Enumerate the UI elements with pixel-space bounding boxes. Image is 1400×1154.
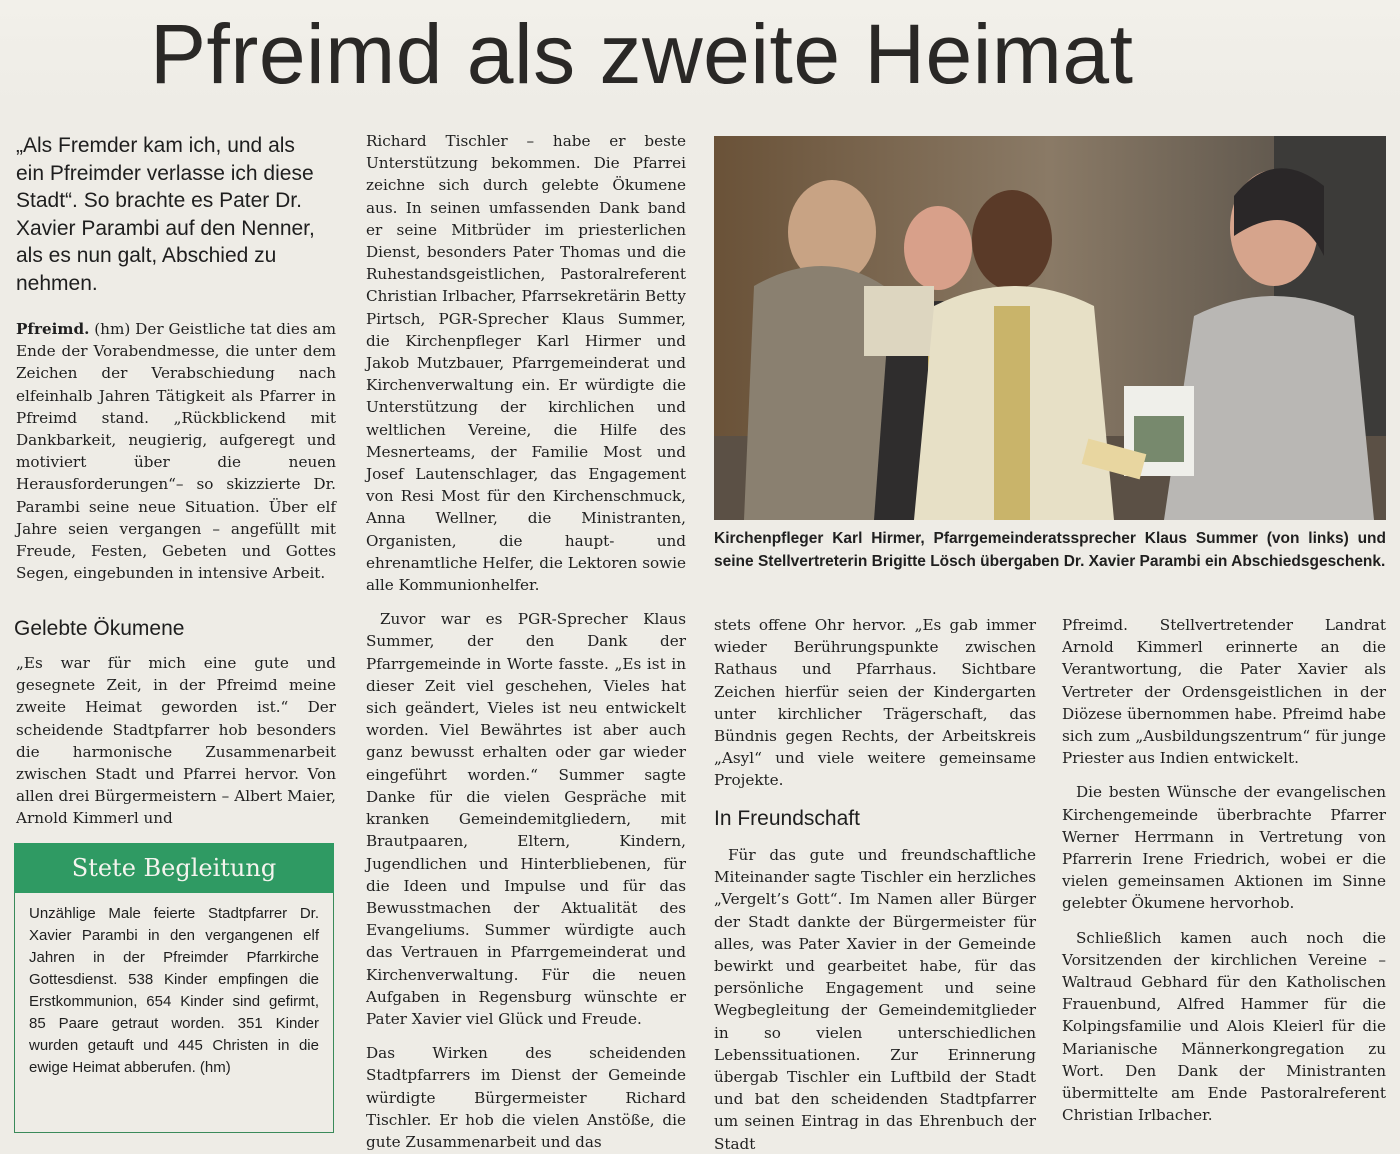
subhead-in-freundschaft: In Freundschaft (714, 807, 860, 830)
col1-paragraph-1 (16, 318, 336, 584)
column-1-continued (16, 652, 336, 830)
column-2 (366, 130, 686, 1153)
info-box-title: Stete Begleitung (14, 843, 334, 893)
col3-paragraph-2: Für das gute und freundschaftliche Miteinander sagte Tischler ein herzliches „Vergelt’s Gott“. Im Namen aller Bürger der Stadt dankte der Bürgermeister für alles, was Pater Xavier in der Gemeinde bewirkt und gearbeitet habe, für das persönliche Engagement und seine Wegbegleitung der Gemeindemitglieder in so vielen unterschiedlichen Lebenssituationen. Zur Erinnerung übergab Tischler ein Luftbild der Stadt und bat den scheidenden Stadtpfarrer um seinen Eintrag in das Ehrenbuch der Stadt (714, 846, 1036, 1153)
photo-illustration (714, 136, 1386, 520)
column-4 (1062, 614, 1386, 1126)
col3-paragraph-1: stets offene Ohr hervor. „Es gab immer wieder Berührungspunkte zwischen Rathaus und Pfarrhaus. Sichtbare Zeichen hierfür seien der Kindergarten unter kirchlicher Trägerschaft, das Bündnis gegen Rechts, der Arbeitskreis „Asyl“ und viele weitere gemeinsame Projekte. (714, 616, 1036, 790)
col4-paragraph-3: Schließlich kamen auch noch die Vorsitzenden der kirchlichen Vereine – Waltraud Gebhard für den Katholischen Frauenbund, Alfred Hammer für die Kolpingsfamilie und Alois Kleierl für die Marianische Männerkongregation zu Wort. Den Dank der Ministranten übermittelte am Ende Pastoralreferent Christian Irlbacher. (1062, 928, 1386, 1125)
col1-p1-text: (hm) Der Geistliche tat dies am Ende der Vorabendmesse, die unter dem Zeichen der Verabschiedung nach elfeinhalb Jahren Tätigkeit als Pfarrer in Pfreimd stand. „Rückblickend mit Dankbarkeit, neugierig, aufgeregt und motiviert über die neuen Herausforderungen“– so skizzierte Dr. Parambi seine neue Situation. Über elf Jahre seien vergangen – angefüllt mit Freude, Festen, Gebeten und Gottes Segen, eingebunden in intensive Arbeit. (16, 320, 336, 583)
col2-paragraph-1: Richard Tischler – habe er beste Unterstützung bekommen. Die Pfarrei zeichne sich durch gelebte Ökumene aus. In seinen umfassenden Dank band er seine Mitbrüder im priesterlichen Dienst, besonders Pater Thomas und die Ruhestandsgeistlichen, Pastoralreferent Christian Irlbacher, Pfarrsekretärin Betty Pirtsch, PGR-Sprecher Klaus Summer, die Kirchenpfleger Karl Hirmer und Jakob Mutzbauer, Pfarrgemeinderat und Kirchenverwaltung ein. Er würdigte die Unterstützung der kirchlichen und weltlichen Vereine, die Hilfe des Mesnerteams, der Familie Most und Josef Lautenschlager, das Engagement von Resi Most für den Kirchenschmuck, Anna Wellner, die Ministranten, Organisten, die haupt- und ehrenamtliche Helfer, die Lektoren sowie alle Kommunionhelfer. (366, 132, 686, 595)
col4-paragraph-2: Die besten Wünsche der evangelischen Kirchengemeinde überbrachte Pfarrer Werner Herrmann in Vertretung von Pfarrerin Irene Friedrich, wobei er die vielen gemeinsamen Aktionen im Sinne gelebter Ökumene hervorhob. (1062, 783, 1386, 913)
column-1 (16, 318, 336, 584)
column-3 (714, 614, 1036, 792)
info-box (14, 893, 334, 1133)
dateline: Pfreimd. (16, 320, 90, 338)
col4-paragraph-1: Pfreimd. Stellvertretender Landrat Arnold Kimmerl erinnerte an die Verantwortung, die Pater Xavier als Vertreter der Ordensgeistlichen in der Diözese übernommen habe. Pfreimd habe sich zum „Ausbildungszentrum“ für junge Priester aus Indien entwickelt. (1062, 616, 1386, 768)
column-3-continued (714, 844, 1036, 1154)
col1-paragraph-2: „Es war für mich eine gute und gesegnete Zeit, in der Pfreimd meine zweite Heimat geworden ist.“ Der scheidende Stadtpfarrer hob besonders die harmonische Zusammenarbeit zwischen Stadt und Pfarrei hervor. Von allen drei Bürgermeistern – Albert Maier, Arnold Kimmerl und (16, 654, 336, 828)
headline: Pfreimd als zweite Heimat (150, 7, 1134, 101)
col2-paragraph-2: Zuvor war es PGR-Sprecher Klaus Summer, der den Dank der Pfarrgemeinde in Worte fasste. „Es ist in dieser Zeit viel geschehen, Vieles hat sich geändert, Vieles ist neu entwickelt worden. Viel Bewährtes ist aber auch ganz bewusst erhalten oder gar wieder eingeführt worden.“ Summer sagte Danke für die vielen Gespräche mit kranken Gemeindemitgliedern, mit Brautpaaren, Eltern, Kindern, Jugendlichen und Hinterbliebenen, für die Ideen und Impulse und für das Bewusstmachen der Aktualität des Evangeliums. Summer würdigte auch das Vertrauen in Pfarrgemeinderat und Kirchenverwaltung. Für die neuen Aufgaben in Regensburg wünschte er Pater Xavier viel Glück und Freude. (366, 610, 686, 1028)
subhead-gelebte-oekumene: Gelebte Ökumene (14, 617, 185, 640)
photo-caption: Kirchenpfleger Karl Hirmer, Pfarrgemeinderatssprecher Klaus Summer (von links) und seine Stellvertreterin Brigitte Lösch übergaben Dr. Xavier Parambi ein Abschiedsgeschenk. (714, 530, 1386, 570)
article-photo (714, 136, 1386, 520)
lead-paragraph: „Als Fremder kam ich, und als ein Pfreimder verlasse ich diese Stadt“. So brachte es Pater Dr. Xavier Parambi auf den Nenner, als es nun galt, Abschied zu nehmen. (16, 134, 315, 295)
col2-paragraph-3: Das Wirken des scheidenden Stadtpfarrers im Dienst der Gemeinde würdigte Bürgermeister Richard Tischler. Er hob die vielen Anstöße, die gute Zusammenarbeit und das (366, 1044, 686, 1151)
info-box-text: Unzählige Male feierte Stadtpfarrer Dr. Xavier Parambi in den vergangenen elf Jahren in der Pfreimder Pfarrkirche Gottesdienst. 538 Kinder empfingen die Erstkommunion, 654 Kinder sind gefirmt, 85 Paare getraut worden. 351 Kinder wurden getauft und 445 Christen in die ewige Heimat abberufen. (hm) (29, 905, 319, 1076)
